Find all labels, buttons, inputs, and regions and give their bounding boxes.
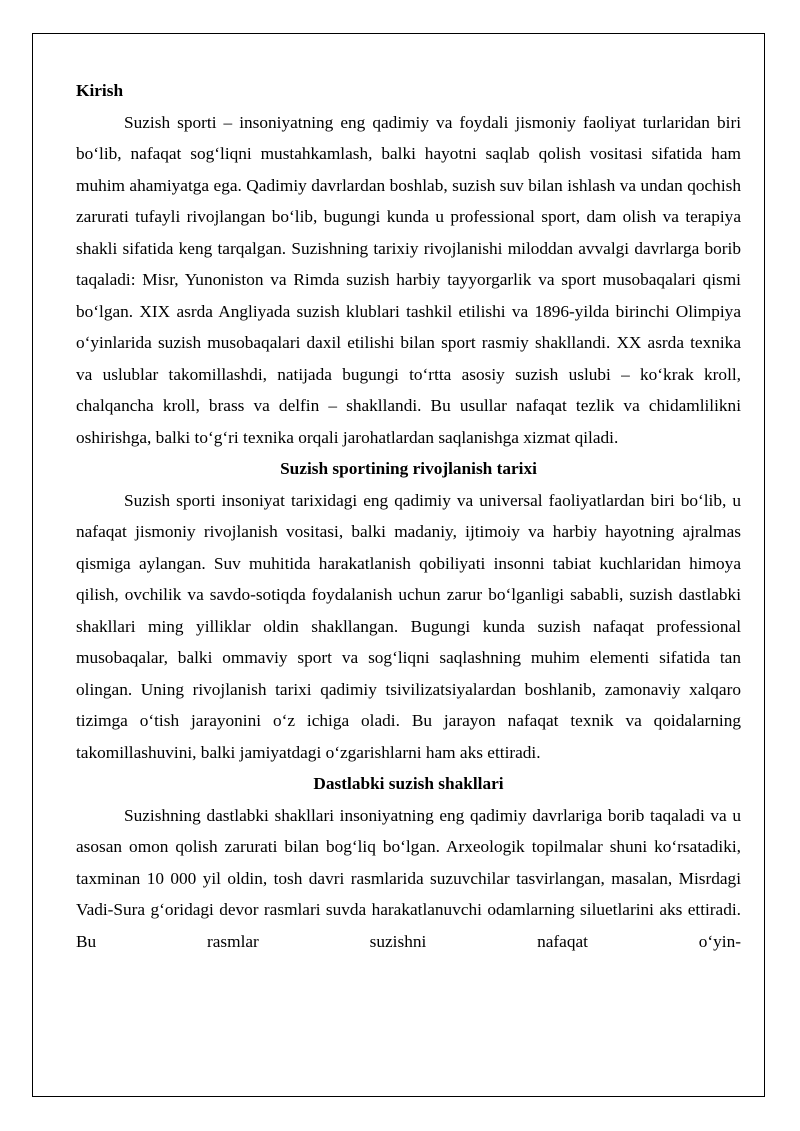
paragraph-early-forms: Suzishning dastlabki shakllari insoniyatning eng qadimiy davrlariga borib taqaladi va u asosan omon qolish zarurati bilan bog‘liq bo‘lgan. Arxeologik topilmalar shuni ko‘rsatadiki, taxminan 10 000 yil oldin, tosh davri rasmlarida suzuvchilar tasvirlangan, masalan, Misrdagi Vadi-Sura g‘oridagi devor rasmlari suvda harakatlanuvchi odamlarning siluetlarini aks ettiradi. Bu rasmlar suzishni nafaqat o‘yin- [76,805,741,951]
paragraph-intro: Suzish sporti – insoniyatning eng qadimiy va foydali jismoniy faoliyat turlaridan biri bo‘lib, nafaqat sog‘liqni mustahkamlash, balki hayotni saqlab qolish vositasi sifatida ham muhim ahamiyatga ega. Qadimiy davrlardan boshlab, suzish suv bilan ishlash va undan qochish zarurati tufayli rivojlangan bo‘lib, bugungi kunda u professional sport, dam olish va terapiya shakli sifatida keng tarqalgan. Suzishning tarixiy rivojlanishi miloddan avvalgi davrlarga borib taqaladi: Misr, Yunoniston va Rimda suzish harbiy tayyorgarlik va sport musobaqalari qismi bo‘lgan. XIX asrda Angliyada suzish klublari tashkil etilishi va 1896-yilda birinchi Olimpiya o‘yinlarida suzish musobaqalari daxil etilishi bilan sport rasmiy shakllandi. XX asrda texnika va uslublar takomillashdi, natijada bugungi to‘rtta asosiy suzish uslubi – ko‘krak kroll, chalqancha kroll, brass va delfin – shakllandi. Bu usullar nafaqat tezlik va chidamlilikni oshirishga, balki to‘g‘ri texnika orqali jarohatlardan saqlanishga xizmat qiladi. [76,112,741,447]
paragraph-history: Suzish sporti insoniyat tarixidagi eng qadimiy va universal faoliyatlardan biri bo‘lib, u nafaqat jismoniy rivojlanish vositasi, balki madaniy, ijtimoiy va harbiy hayotning ajralmas qismiga aylangan. Suv muhitida harakatlanish qobiliyati insonni tabiat kuchlaridan himoya qilish, ovchilik va savdo-sotiqda foydalanish uchun zarur bo‘lganligi sababli, suzish dastlabki shakllari ming yilliklar oldin shakllangan. Bugungi kunda suzish nafaqat professional musobaqalar, balki ommaviy sport va sog‘liqni saqlashning muhim elementi sifatida tan olingan. Uning rivojlanish tarixi qadimiy tsivilizatsiyalardan boshlanib, zamonaviy xalqaro tizimga o‘tish jarayonini o‘z ichiga oladi. Bu jarayon nafaqat texnik va qoidalarning takomillashuvini, balki jamiyatdagi o‘zgarishlarni ham aks ettiradi. [76,490,741,762]
document-body [76,75,741,957]
heading-history: Suzish sportining rivojlanish tarixi [280,459,537,478]
heading-intro: Kirish [76,81,124,100]
heading-early-forms: Dastlabki suzish shakllari [313,774,504,793]
